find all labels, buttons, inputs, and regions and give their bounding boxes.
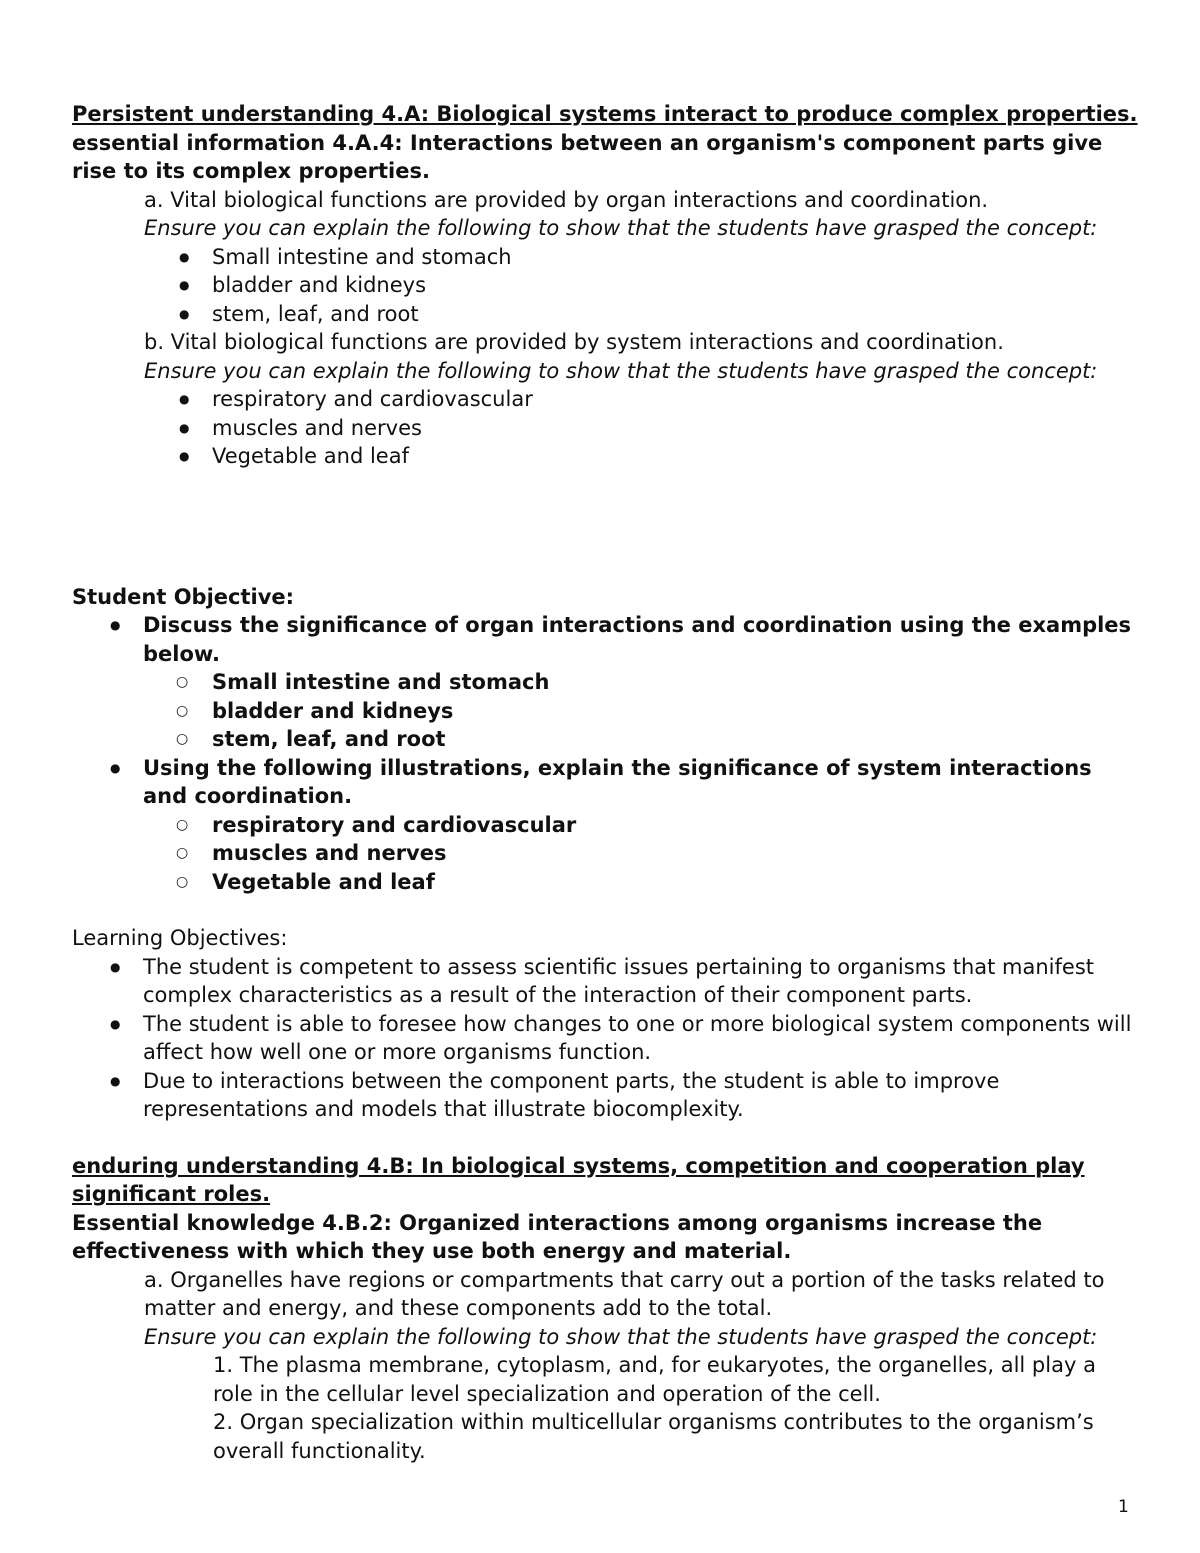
list-item: ● bladder and kidneys <box>72 271 1142 300</box>
point-a: a. Vital biological functions are provided by organ interactions and coordination. <box>144 187 989 212</box>
list-item: ● Vegetable and leaf <box>72 442 1142 471</box>
learning-objectives-list <box>72 953 1142 1124</box>
numbered-item-2: 2. Organ specialization within multicellular organisms contributes to the organism’s overall functionality. <box>213 1410 1094 1463</box>
objective-subitem: ○ Vegetable and leaf <box>72 868 1142 897</box>
ensure-note-a: Ensure you can explain the following to show that the students have grasped the concept: <box>144 216 1098 240</box>
document-page <box>72 100 1142 1465</box>
essential-knowledge-4b2: Essential knowledge 4.B.2: Organized interactions among organisms increase the effectiveness with which they use both energy and material. <box>72 1210 1043 1263</box>
list-a <box>72 243 1142 329</box>
list-item: ● Small intestine and stomach <box>72 243 1142 272</box>
learning-item: ● The student is able to foresee how changes to one or more biological system components will affect how well one or more organisms function. <box>72 1010 1142 1067</box>
learning-item: ● Due to interactions between the component parts, the student is able to improve representations and models that illustrate biocomplexity. <box>72 1067 1142 1124</box>
ensure-note-4b: Ensure you can explain the following to show that the students have grasped the concept: <box>144 1324 1098 1349</box>
section-heading-4a: Persistent understanding 4.A: Biological systems interact to produce complex properties. <box>72 102 1138 126</box>
objective-subitem: ○ stem, leaf, and root <box>72 725 1142 754</box>
objective-subitem: ○ respiratory and cardiovascular <box>72 811 1142 840</box>
student-objective-title: Student Objective: <box>72 584 295 609</box>
point-a-4b: a. Organelles have regions or compartments that carry out a portion of the tasks related to matter and energy, and these components add to the total. <box>144 1267 1105 1320</box>
page-number: 1 <box>1118 1497 1129 1517</box>
student-objective-list <box>72 611 1142 896</box>
point-b: b. Vital biological functions are provided by system interactions and coordination. <box>144 330 1004 354</box>
numbered-item-1: 1. The plasma membrane, cytoplasm, and, for eukaryotes, the organelles, all play a role in the cellular level specialization and operation of the cell. <box>213 1353 1096 1406</box>
section-heading-4b: enduring understanding 4.B: In biological systems, competition and cooperation play significant roles. <box>72 1153 1085 1206</box>
objective-item: ● Using the following illustrations, explain the significance of system interactions and coordination. <box>72 754 1142 811</box>
list-item: ● muscles and nerves <box>72 414 1142 443</box>
learning-objectives-title: Learning Objectives: <box>72 926 288 950</box>
learning-item: ● The student is competent to assess scientific issues pertaining to organisms that manifest complex characteristics as a result of the interaction of their component parts. <box>72 953 1142 1010</box>
objective-subitem: ○ bladder and kidneys <box>72 697 1142 726</box>
objective-item: ● Discuss the significance of organ interactions and coordination using the examples below. <box>72 611 1142 668</box>
essential-info-4a4: essential information 4.A.4: Interactions between an organism's component parts give rise to its complex properties. <box>72 130 1103 183</box>
list-item: ● respiratory and cardiovascular <box>72 385 1142 414</box>
ensure-note-b: Ensure you can explain the following to show that the students have grasped the concept: <box>144 358 1098 383</box>
objective-subitem: ○ muscles and nerves <box>72 839 1142 868</box>
list-b <box>72 385 1142 471</box>
list-item: ● stem, leaf, and root <box>72 300 1142 329</box>
objective-subitem: ○ Small intestine and stomach <box>72 668 1142 697</box>
